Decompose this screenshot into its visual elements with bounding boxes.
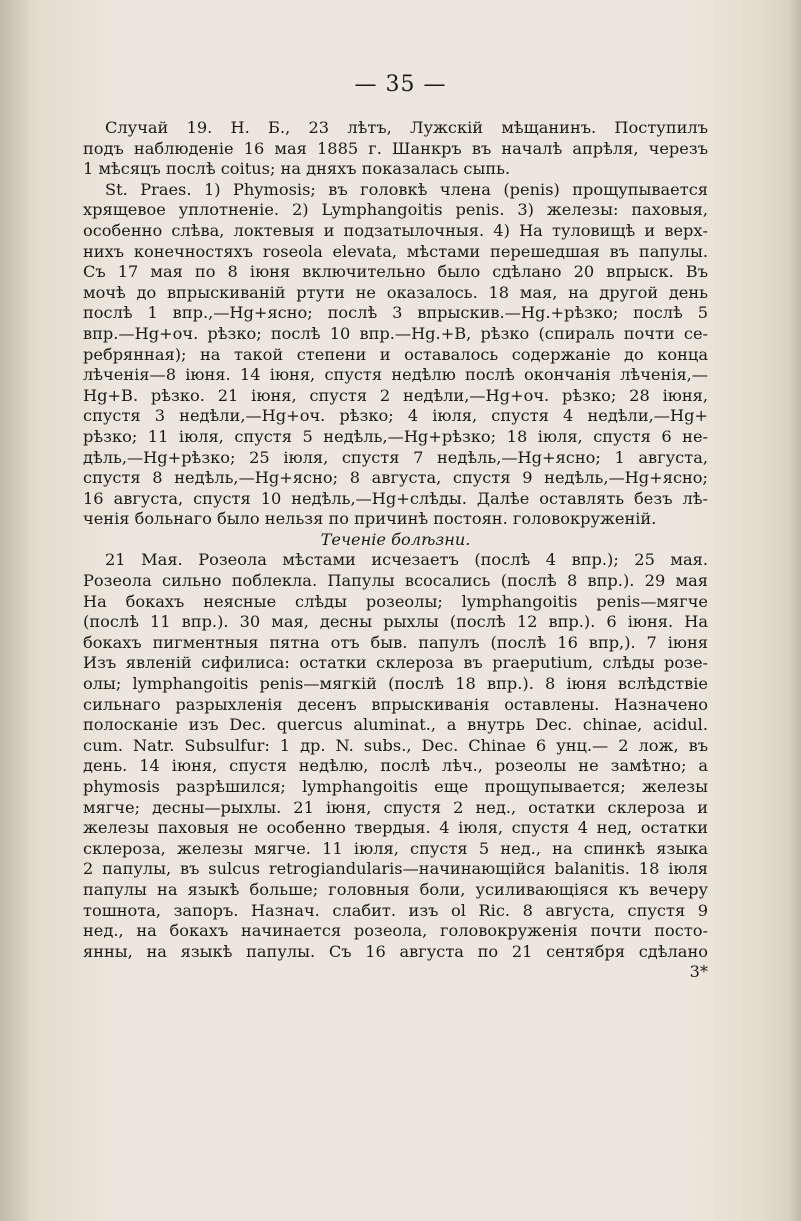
- text-line: 21 Мая. Розеола мѣстами исчезаетъ (послѣ 4 впр.); 25 мая.: [105, 550, 708, 570]
- text-line: Теченіе болѣзни.: [320, 529, 471, 549]
- text-line: склероза, железы мягче. 11 іюля, спустя 5 нед., на спинкѣ языка: [83, 838, 708, 858]
- text-line: хрящевое уплотненіе. 2) Lymphangoitis penis. 3) железы: паховыя,: [83, 200, 708, 220]
- text-line: спустя 3 недѣли,—Hg+оч. рѣзко; 4 іюля, спустя 4 недѣли,—Hg+: [83, 406, 708, 426]
- text-line: подъ наблюденіе 16 мая 1885 г. Шанкръ въ началѣ апрѣля, черезъ: [83, 138, 708, 158]
- text-line: железы паховыя не особенно твердыя. 4 іюля, спустя 4 нед, остатки: [83, 818, 708, 838]
- text-line: cum. Natr. Subsulfur: 1 др. N. subs., Dec. Chinae 6 унц.— 2 лож, въ: [83, 735, 708, 755]
- text-line: особенно слѣва, локтевыя и подзатылочныя. 4) На туловищѣ и верх-: [83, 220, 708, 240]
- text-line: янны, на языкѣ папулы. Съ 16 августа по 21 сентября сдѣлано: [83, 941, 708, 961]
- text-line: phymosis разрѣшился; lymphangoitis еще прощупывается; железы: [83, 777, 708, 796]
- body-text: [83, 118, 708, 983]
- text-line: полосканіе изъ Dec. quercus aluminat., а внутрь Dec. chinae, acidul.: [83, 715, 708, 735]
- text-line: Изъ явленій сифилиса: остатки склероза въ praeputium, слѣды розе-: [83, 653, 708, 673]
- text-line: рѣзко; 11 іюля, спустя 5 недѣль,—Hg+рѣзко; 18 іюля, спустя 6 не-: [83, 426, 708, 446]
- text-line: нихъ конечностяхъ roseola elevata, мѣстами перешедшая въ папулы.: [83, 241, 708, 261]
- text-line: 2 папулы, въ sulcus retrogiandularis—начинающійся balanitis. 18 іюля: [83, 859, 708, 879]
- text-line: бокахъ пигментныя пятна отъ быв. папулъ (послѣ 16 впр,). 7 іюня: [83, 632, 708, 652]
- text-line: 3*: [689, 962, 708, 982]
- text-line: дѣль,—Hg+рѣзко; 25 іюля, спустя 7 недѣль,—Hg+ясно; 1 августа,: [83, 447, 708, 467]
- text-line: 1 мѣсяцъ послѣ coitus; на дняхъ показалась сыпь.: [83, 159, 511, 179]
- text-line: Розеола сильно поблекла. Папулы всосались (послѣ 8 впр.). 29 мая: [83, 571, 708, 591]
- page-number: — 35 —: [354, 72, 447, 97]
- text-line: папулы на языкѣ больше; головныя боли, усиливающіяся къ вечеру: [83, 879, 708, 899]
- text-line: олы; lymphangoitis penis—мягкій (послѣ 18 впр.). 8 іюня вслѣдствіе: [83, 674, 708, 694]
- text-line: день. 14 іюня, спустя недѣлю, послѣ лѣч., розеолы не замѣтно; а: [83, 756, 708, 776]
- text-line: лѣченія—8 іюня. 14 іюня, спустя недѣлю послѣ окончанія лѣченія,—: [83, 365, 708, 385]
- text-line: ребрянная); на такой степени и оставалось содержаніе до конца: [83, 344, 708, 364]
- text-line: Случай 19. Н. Б., 23 лѣтъ, Лужскій мѣщанинъ. Поступилъ: [105, 118, 708, 137]
- text-line: Hg+B. рѣзко. 21 іюня, спустя 2 недѣли,—Hg+оч. рѣзко; 28 іюня,: [83, 385, 708, 405]
- text-line: впр.—Hg+оч. рѣзко; послѣ 10 впр.—Hg.+B, рѣзко (спираль почти се-: [83, 323, 708, 343]
- text-line: мочѣ до впрыскиваній ртути не оказалось. 18 мая, на другой день: [83, 282, 708, 302]
- text-line: St. Praes. 1) Phymosis; въ головкѣ члена (penis) прощупывается: [105, 179, 708, 199]
- page-right-edge: [787, 0, 801, 1221]
- page-left-edge: [0, 0, 28, 1221]
- text-line: тошнота, запоръ. Назнач. слабит. изъ ol Ric. 8 августа, спустя 9: [83, 900, 708, 920]
- text-line: На бокахъ неясные слѣды розеолы; lymphangoitis penis—мягче: [83, 591, 708, 611]
- text-line: ченія больнаго было нельзя по причинѣ постоян. головокруженій.: [83, 509, 657, 529]
- text-line: нед., на бокахъ начинается розеола, головокруженія почти посто-: [83, 921, 708, 941]
- text-line: мягче; десны—рыхлы. 21 іюня, спустя 2 нед., остатки склероза и: [83, 797, 708, 817]
- text-line: Съ 17 мая по 8 іюня включительно было сдѣлано 20 впрыск. Въ: [83, 262, 708, 282]
- text-line: сильнаго разрыхленія десенъ впрыскиванія оставлены. Назначено: [83, 694, 708, 714]
- text-line: послѣ 1 впр.,—Hg+ясно; послѣ 3 впрыскив.—Hg.+рѣзко; послѣ 5: [83, 303, 708, 323]
- text-line: спустя 8 недѣль,—Hg+ясно; 8 августа, спустя 9 недѣль,—Hg+ясно;: [83, 468, 708, 488]
- text-line: (послѣ 11 впр.). 30 мая, десны рыхлы (послѣ 12 впр.). 6 іюня. На: [83, 612, 708, 632]
- text-line: 16 августа, спустя 10 недѣль,—Hg+слѣды. Далѣе оставлять безъ лѣ-: [83, 488, 708, 508]
